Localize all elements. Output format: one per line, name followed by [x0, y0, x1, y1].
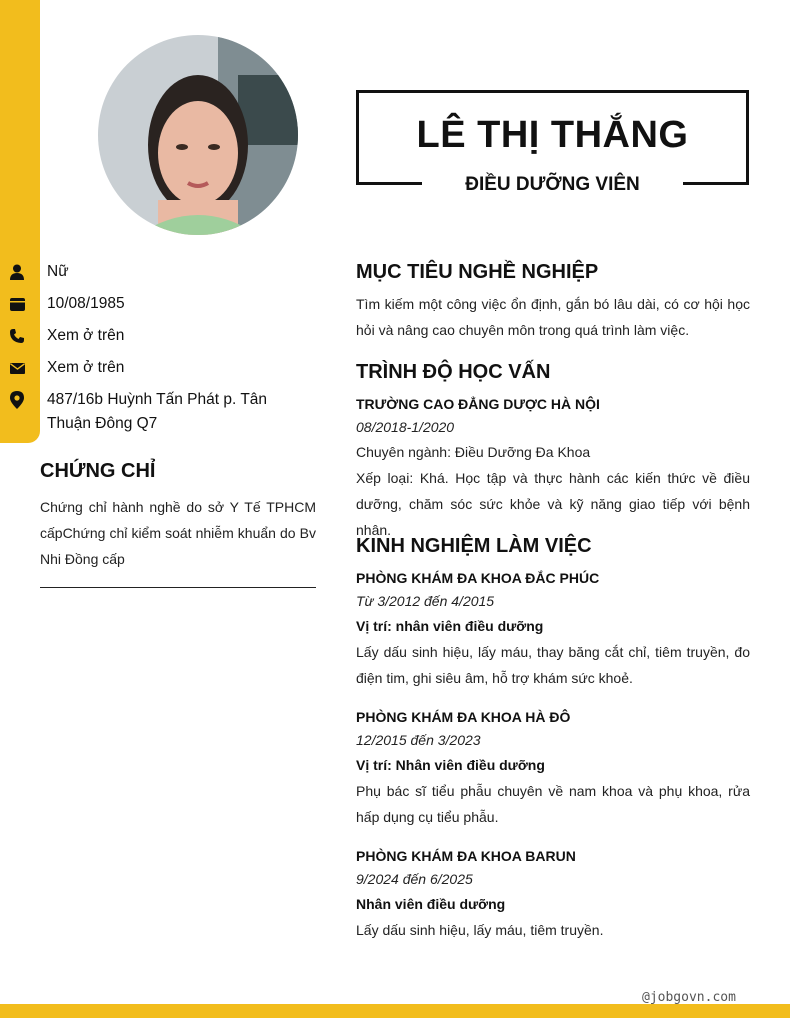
birthdate-text: 10/08/1985 [47, 295, 125, 312]
job-2-org: PHÒNG KHÁM ĐA KHOA HÀ ĐÔ [356, 709, 571, 725]
job-3-description: Lấy dấu sinh hiệu, lấy máu, tiêm truyền. [356, 922, 604, 938]
phone-icon [9, 328, 25, 344]
certificates-heading: CHỨNG CHỈ [40, 460, 156, 482]
person-icon [9, 264, 25, 280]
objective-text: Tìm kiếm một công việc ổn định, gắn bó lâu dài, có cơ hội học hỏi và nâng cao chuyên môn trong quá trình làm việc. [356, 296, 750, 338]
calendar-icon [9, 296, 25, 312]
address-line-1: 487/16b Huỳnh Tấn Phát p. Tân [47, 391, 268, 408]
sidebar-accent-bar [0, 0, 40, 443]
certificates-text: Chứng chỉ hành nghề do sở Y Tế TPHCM cấpChứng chỉ kiểm soát nhiễm khuẩn do Bv Nhi Đồng cấp [40, 499, 316, 567]
email-text: Xem ở trên [47, 359, 125, 376]
job-1-position: Vị trí: nhân viên điều dưỡng [356, 618, 544, 634]
experience-heading: KINH NGHIỆM LÀM VIỆC [356, 535, 592, 557]
avatar [98, 35, 298, 235]
job-3-position: Nhân viên điều dưỡng [356, 896, 506, 912]
job-1-dates: Từ 3/2012 đến 4/2015 [356, 593, 495, 609]
location-pin-icon [9, 392, 25, 408]
watermark: @jobgovn.com [642, 990, 736, 1005]
education-school: TRƯỜNG CAO ĐẲNG DƯỢC HÀ NỘI [356, 396, 600, 412]
job-1-description: Lấy dấu sinh hiệu, lấy máu, thay băng cắt chỉ, tiêm truyền, đo điện tim, ghi siêu âm, hỗ trợ khám sức khoẻ. [356, 644, 750, 686]
job-3-org: PHÒNG KHÁM ĐA KHOA BARUN [356, 848, 576, 864]
gender-text: Nữ [47, 263, 69, 280]
education-rating: Xếp loại: Khá. Học tập và thực hành các kiến thức về điều dưỡng, chăm sóc sức khỏe và kỹ năng giao tiếp với bệnh nhân. [356, 470, 750, 538]
job-2-description: Phụ bác sĩ tiểu phẫu chuyên về nam khoa và phụ khoa, rửa hấp dụng cụ tiểu phẫu. [356, 783, 750, 825]
address-line-2: Thuận Đông Q7 [47, 415, 158, 432]
footer-accent-bar [0, 1004, 790, 1018]
job-2-position: Vị trí: Nhân viên điều dưỡng [356, 757, 545, 773]
education-dates: 08/2018-1/2020 [356, 419, 455, 435]
email-icon [9, 360, 25, 376]
phone-text: Xem ở trên [47, 327, 125, 344]
job-3-dates: 9/2024 đến 6/2025 [356, 871, 473, 887]
objective-heading: MỤC TIÊU NGHỀ NGHIỆP [356, 261, 599, 283]
full-name: LÊ THỊ THẮNG [416, 114, 689, 156]
left-divider [40, 587, 316, 588]
job-title: ĐIỀU DƯỠNG VIÊN [465, 174, 640, 195]
job-2-dates: 12/2015 đến 3/2023 [356, 732, 481, 748]
education-heading: TRÌNH ĐỘ HỌC VẤN [356, 361, 551, 383]
education-major: Chuyên ngành: Điều Dưỡng Đa Khoa [356, 444, 591, 460]
job-1-org: PHÒNG KHÁM ĐA KHOA ĐẮC PHÚC [356, 570, 600, 586]
